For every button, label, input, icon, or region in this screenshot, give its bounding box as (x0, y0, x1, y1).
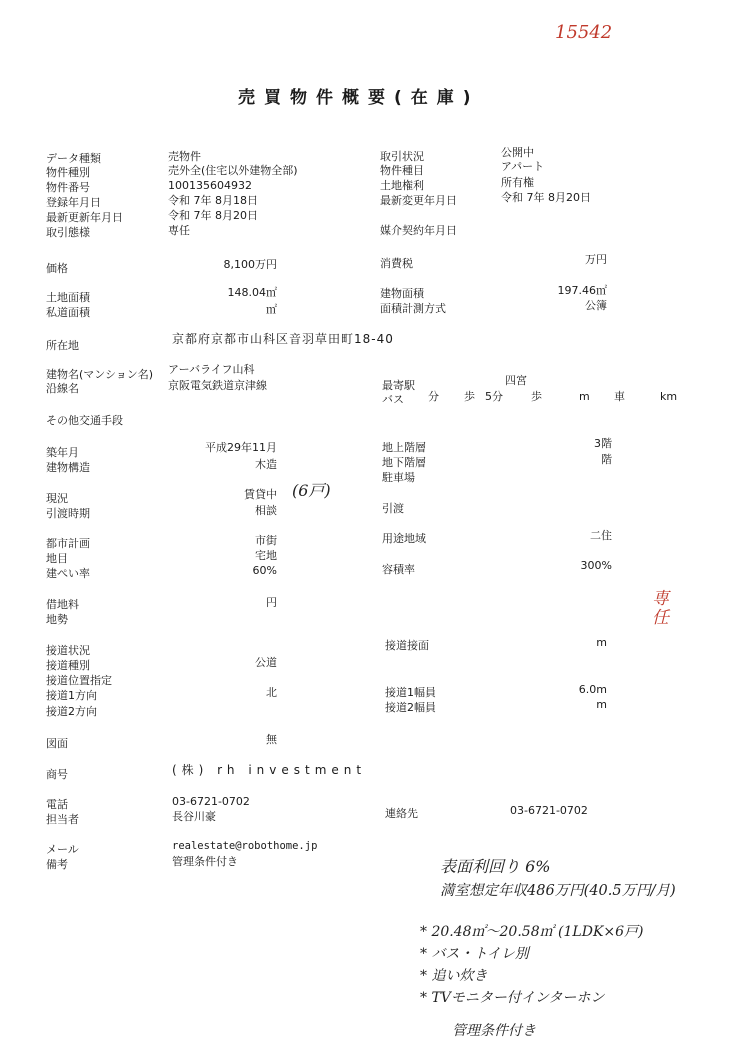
coverage-label: 建ぺい率 (46, 567, 90, 580)
road2-width: m (596, 698, 607, 711)
drawing-label: 図面 (46, 737, 68, 750)
deal-status: 公開中 (501, 146, 534, 159)
last-change-label: 最新変更年月日 (380, 194, 457, 207)
floors-above: 3階 (594, 437, 612, 450)
far-label: 容積率 (382, 563, 415, 576)
handover: 相談 (255, 504, 277, 517)
road-face: m (596, 636, 607, 649)
agency-date-label: 媒介契約年月日 (380, 224, 457, 237)
built: 平成29年11月 (205, 441, 277, 454)
handwritten-yield: 表面利回り 6% (440, 857, 551, 876)
land-right-label: 土地権利 (380, 179, 424, 192)
last-change: 令和 7年 8月20日 (501, 191, 591, 204)
handwritten-bullet-2: * バス・トイレ別 (420, 946, 529, 962)
handwritten-income: 満室想定年収486万円(40.5万円/月) (440, 883, 676, 899)
road2-dir-label: 接道2方向 (46, 705, 97, 718)
property-no: 100135604932 (168, 179, 252, 192)
staff-label: 担当者 (46, 813, 79, 826)
price: 8,100万円 (223, 258, 277, 271)
address: 京都府京都市山科区音羽草田町18-40 (172, 332, 394, 346)
deal-mode: 専任 (168, 224, 190, 237)
road1-width-label: 接道1幅員 (385, 686, 436, 699)
road-position-label: 接道位置指定 (46, 674, 112, 687)
walk-label-2: 歩 (531, 390, 542, 403)
coverage: 60% (252, 564, 277, 577)
road-kind: 公道 (255, 656, 277, 669)
far: 300% (580, 559, 612, 572)
drawing: 無 (266, 733, 277, 746)
phone-label: 電話 (46, 798, 68, 811)
private-road: ㎡ (266, 303, 277, 316)
address-label: 所在地 (46, 339, 79, 352)
station: 四宮 (505, 374, 527, 387)
area-method-label: 面積計測方式 (380, 302, 446, 315)
road1-width: 6.0m (578, 683, 607, 696)
item: アパート (501, 160, 545, 173)
phone: 03-6721-0702 (172, 795, 250, 808)
floors-below: 階 (601, 453, 612, 466)
km-unit: km (660, 390, 678, 403)
structure: 木造 (255, 458, 277, 471)
road-kind-label: 接道種別 (46, 659, 90, 672)
walk-label: 歩 (464, 390, 475, 403)
data-type: 売物件 (168, 150, 201, 163)
land-area-label: 土地面積 (46, 291, 90, 304)
tax-label: 消費税 (380, 257, 413, 270)
city-plan-label: 都市計画 (46, 537, 90, 550)
registered: 令和 7年 8月18日 (168, 194, 258, 207)
city-plan: 市街 (255, 534, 277, 547)
parking-label: 駐車場 (382, 471, 415, 484)
remarks: 管理条件付き (172, 855, 238, 868)
remarks-label: 備考 (46, 858, 68, 871)
other-transport-label: その他交通手段 (46, 414, 123, 427)
bus-label: バス (382, 393, 404, 406)
line: 京阪電気鉄道京津線 (168, 379, 267, 392)
price-label: 価格 (46, 262, 68, 275)
page-title: 売買物件概要(在庫) (238, 88, 480, 108)
line-label: 沿線名 (46, 382, 79, 395)
terrain-label: 地勢 (46, 613, 68, 626)
zoning: 二住 (590, 529, 612, 542)
structure-label: 建物構造 (46, 461, 90, 474)
road-face-label: 接道接面 (385, 639, 429, 652)
lease-fee: 円 (266, 596, 277, 609)
deal-status-label: 取引状況 (380, 150, 424, 163)
road1-dir-label: 接道1方向 (46, 689, 97, 702)
floors-above-label: 地上階層 (382, 441, 426, 454)
handover2-label: 引渡 (382, 502, 404, 515)
mail-label: メール (46, 843, 79, 856)
property-kind: 売外全(住宅以外建物全部) (168, 164, 298, 177)
handwritten-units-note: (6戸) (292, 481, 331, 500)
company: (株) rh investment (172, 763, 367, 777)
area-method: 公簿 (585, 299, 607, 312)
building-area-label: 建物面積 (380, 287, 424, 300)
handwritten-exclusive-note: 専任 (652, 589, 669, 628)
car-label: 車 (614, 390, 625, 403)
land-right: 所有権 (501, 176, 534, 189)
tax: 万円 (585, 253, 607, 266)
land-area: 148.04㎡ (227, 286, 277, 299)
handwritten-bullet-3: * 追い炊き (420, 968, 488, 984)
property-kind-label: 物件種別 (46, 166, 90, 179)
status-label: 現況 (46, 492, 68, 505)
registered-label: 登録年月日 (46, 196, 101, 209)
data-type-label: データ種類 (46, 152, 101, 165)
bus-minutes: 分 (428, 390, 439, 403)
building-name: アーバライフ山科 (168, 363, 255, 376)
land-category: 宅地 (255, 549, 277, 562)
company-label: 商号 (46, 768, 68, 781)
building-area: 197.46㎡ (557, 284, 607, 297)
deal-mode-label: 取引態様 (46, 226, 90, 239)
lease-fee-label: 借地料 (46, 598, 79, 611)
updated-label: 最新更新年月日 (46, 211, 123, 224)
building-name-label: 建物名(マンション名) (46, 368, 154, 381)
contact-label: 連絡先 (385, 807, 418, 820)
staff: 長谷川豪 (172, 810, 216, 823)
item-label: 物件種目 (380, 164, 424, 177)
road2-width-label: 接道2幅員 (385, 701, 436, 714)
handwritten-footer: 管理条件付き (452, 1023, 536, 1039)
handwritten-bullet-4: * TVモニター付インターホン (420, 990, 605, 1006)
walk-minutes: 5分 (485, 390, 503, 403)
handwritten-bullet-1: * 20.48㎡〜20.58㎡ (1LDK×6戸) (420, 924, 644, 940)
road-status-label: 接道状況 (46, 644, 90, 657)
road1-dir: 北 (266, 686, 277, 699)
private-road-label: 私道面積 (46, 306, 90, 319)
property-no-label: 物件番号 (46, 181, 90, 194)
distance-unit: m (579, 390, 590, 403)
zoning-label: 用途地域 (382, 532, 426, 545)
floors-below-label: 地下階層 (382, 456, 426, 469)
status: 賃貸中 (244, 488, 277, 501)
land-category-label: 地目 (46, 552, 68, 565)
handover-label: 引渡時期 (46, 507, 90, 520)
updated: 令和 7年 8月20日 (168, 209, 258, 222)
station-label: 最寄駅 (382, 379, 415, 392)
stamp-number: 15542 (555, 22, 613, 43)
built-label: 築年月 (46, 446, 79, 459)
contact: 03-6721-0702 (510, 804, 588, 817)
mail: realestate@robothome.jp (172, 840, 318, 852)
